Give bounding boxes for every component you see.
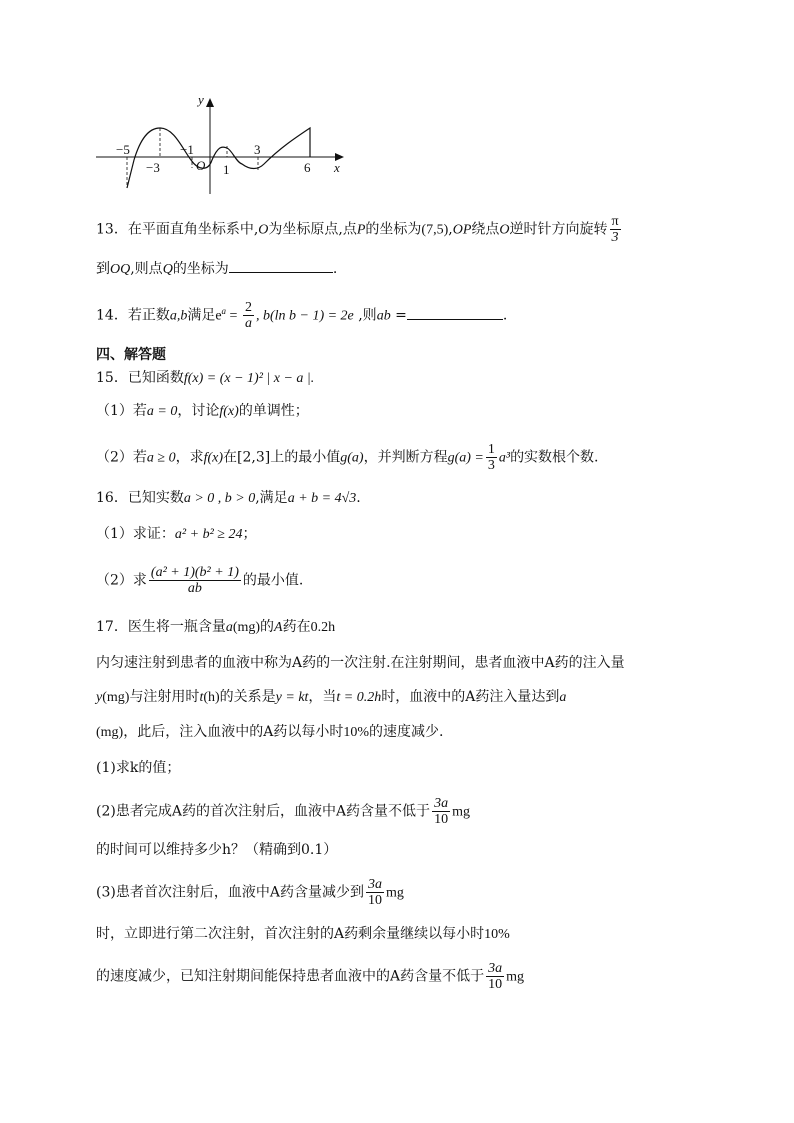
q14-fraction: $\frac{2}{a}$	[244, 300, 252, 331]
function-graph	[90, 88, 360, 198]
q17-part3-fraction: $\frac{3a}{10}$	[367, 877, 382, 908]
q17-line2: 内匀速注射到患者的血液中称为A药的一次注射.在注射期间，患者血液中A药的注入量	[96, 655, 625, 671]
q16-stem: 16．已知实数a > 0 , b > 0,满足a + b = 4√3.	[96, 490, 361, 506]
y-axis-arrow	[206, 98, 214, 107]
q17-line3: y(mg)与注射用时t(h)的关系是y = kt，当t = 0.2h时，血液中的A药注入量达到a	[96, 689, 567, 705]
q16-part1: （1）求证：a² + b² ≥ 24；	[96, 526, 257, 542]
q15-part1: （1）若a = 0，讨论f(x)的单调性；	[96, 403, 309, 419]
tick-label-6: 6	[304, 160, 311, 175]
q16-number: 16．	[96, 490, 128, 506]
tick-label-neg5: −5	[116, 142, 130, 157]
q13-number: 13．	[96, 221, 128, 238]
q17-line4: (mg)，此后，注入血液中的A药以每小时10%的速度减少.	[96, 724, 444, 740]
q14-answer-blank[interactable]	[407, 305, 503, 320]
tick-label-neg3: −3	[146, 160, 160, 175]
q15-fraction: $\frac{1}{3}$	[487, 442, 495, 473]
origin-label: O	[196, 158, 206, 173]
q13-answer-blank[interactable]	[229, 258, 333, 273]
q13-line1: 13．在平面直角坐标系中,O为坐标原点,点P的坐标为(7,5),OP绕点O逆时针方向旋转 $\frac{\pi}{3}$	[96, 214, 619, 245]
q16-part2: （2）求 $\frac{\text{(a² + 1)(b² + 1)}}{ab}$ 的最小值.	[96, 565, 304, 596]
tick-label-1: 1	[223, 162, 230, 177]
q17-part2-line1: (2)患者完成A药的首次注射后，血液中A药含量不低于 $\frac{3a}{10}$ mg	[96, 796, 470, 827]
q17-part2-fraction: $\frac{3a}{10}$	[434, 796, 449, 827]
y-axis-label: y	[198, 92, 204, 107]
q17-part1: (1)求k的值；	[96, 760, 181, 776]
section-heading: 四、解答题	[96, 347, 166, 363]
q13-line2: 到OQ,则点Q的坐标为 .	[96, 258, 337, 280]
tick-label-3: 3	[254, 142, 261, 157]
q17-part3-line3: 的速度减少，已知注射期间能保持患者血液中的A药含量不低于 $\frac{3a}{10}$ mg	[96, 961, 524, 992]
function-curve	[127, 128, 310, 188]
x-axis-label: x	[334, 160, 340, 175]
q13-angle-fraction: $\frac{\pi}{3}$	[611, 214, 619, 245]
q15-number: 15．	[96, 370, 128, 386]
q13-point-coord: (7,5)	[421, 222, 449, 238]
q17-part3-line2: 时，立即进行第二次注射，首次注射的A药剩余量继续以每小时10%	[96, 926, 510, 942]
q17-part3-line1: (3)患者首次注射后，血液中A药含量减少到 $\frac{3a}{10}$ mg	[96, 877, 404, 908]
q14-number: 14．	[96, 307, 128, 324]
q17-part2-line2: 的时间可以维持多少h？（精确到0.1）	[96, 842, 338, 858]
q14-line: 14．若正数a,b满足$e^a$ = $\frac{2}{a}$ , b(ln b − 1) = 2e ,则ab = .	[96, 300, 508, 331]
q16-fraction: $\frac{\text{(a² + 1)(b² + 1)}}{ab}$	[150, 565, 239, 596]
q15-stem: 15．已知函数f(x) = (x − 1)² | x − a |.	[96, 370, 315, 386]
q17-line1: 17．医生将一瓶含量a(mg)的A药在0.2h	[96, 619, 336, 635]
q15-part2: （2）若a ≥ 0，求f(x)在[2,3]上的最小值g(a)，并判断方程g(a) = $\frac{1}{3}$ a³的实数根个数.	[96, 442, 599, 473]
q17-part3-line3-fraction: $\frac{3a}{10}$	[488, 961, 503, 992]
tick-label-neg1: −1	[180, 142, 194, 157]
q17-number: 17．	[96, 619, 128, 635]
